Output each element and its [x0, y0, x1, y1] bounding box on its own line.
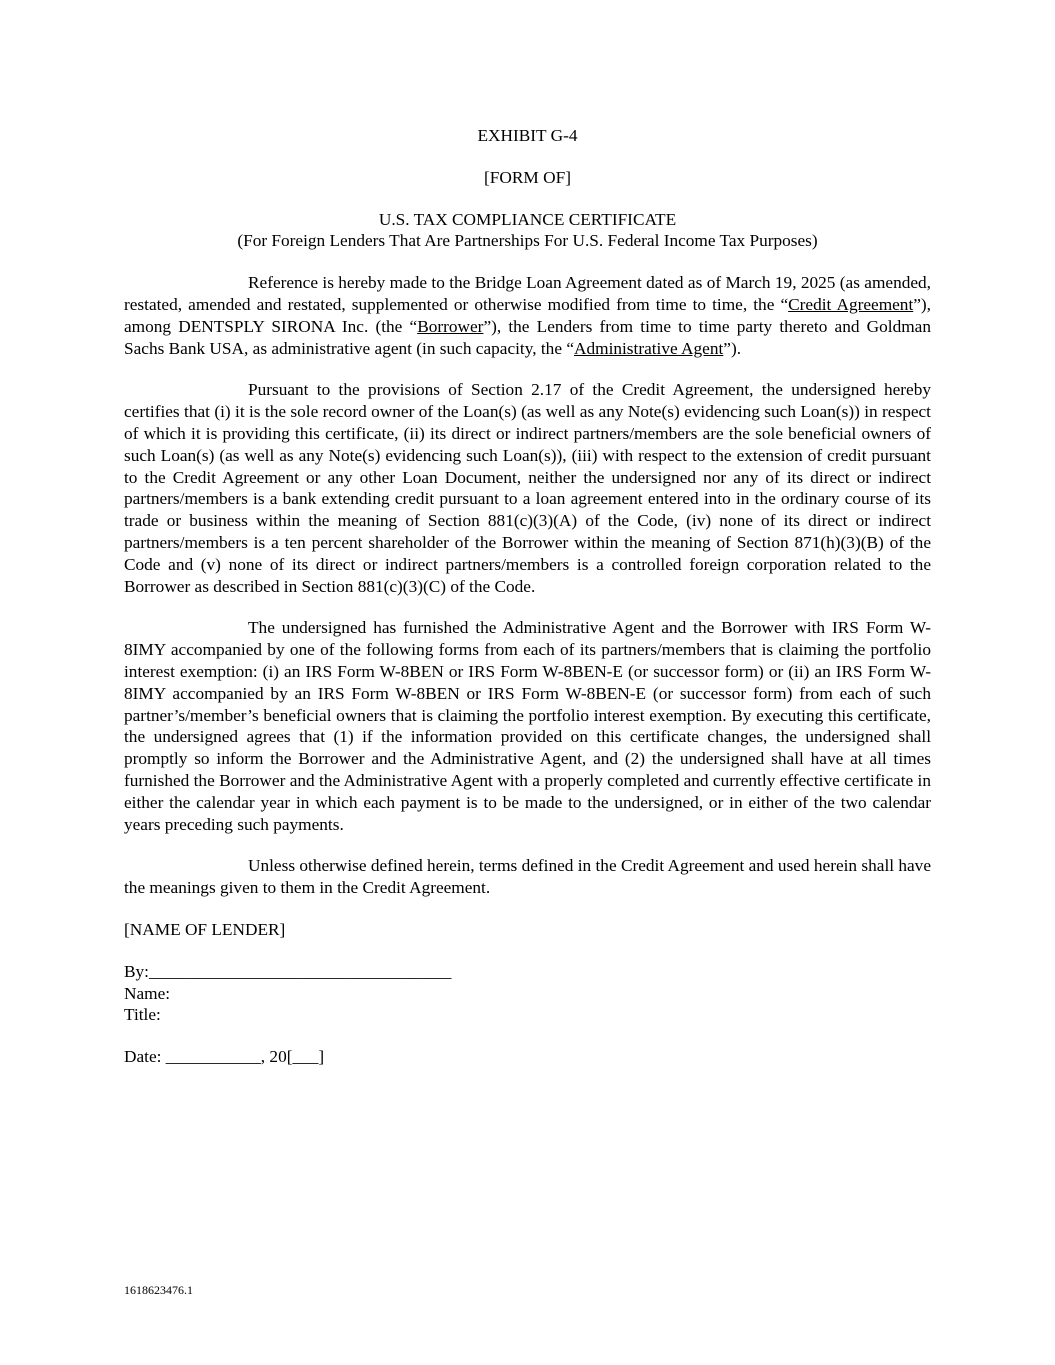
defined-term-credit-agreement: Credit Agreement — [788, 294, 914, 314]
defined-term-borrower: Borrower — [417, 316, 484, 336]
document-page — [124, 125, 931, 1068]
reference-paragraph — [124, 272, 931, 359]
reference-text-2: ”), among DENTSPLY SIRONA Inc. (the “ — [124, 294, 931, 336]
defined-term-administrative-agent: Administrative Agent — [574, 338, 724, 358]
date-line: Date: ___________, 20[___] — [124, 1047, 325, 1067]
reference-text-4: ”). — [723, 338, 742, 358]
document-number: 1618623476.1 — [124, 1283, 193, 1297]
reference-text-1: Reference is hereby made to the Bridge Loan Agreement dated as of March 19, 2025 (as amended, restated, amended and restated, supplemented or otherwise modified from time to time, the “ — [124, 273, 931, 314]
signature-title-line: Title: — [124, 1005, 161, 1025]
signature-block — [124, 961, 931, 1026]
certificate-subtitle: (For Foreign Lenders That Are Partnerships For U.S. Federal Income Tax Purposes) — [237, 231, 818, 251]
signature-by-line: By:___________________________________ — [124, 961, 452, 981]
lender-name-placeholder: [NAME OF LENDER] — [124, 919, 286, 939]
exhibit-heading: EXHIBIT G-4 — [477, 126, 578, 145]
certificate-title: U.S. TAX COMPLIANCE CERTIFICATE — [378, 209, 677, 229]
form-of-heading: [FORM OF] — [484, 167, 571, 187]
definitions-paragraph: Unless otherwise defined herein, terms defined in the Credit Agreement and used herein shall have the meanings given to them in the Credit Agreement. — [124, 856, 931, 898]
signature-name-line: Name: — [124, 983, 171, 1003]
reference-text-3: ”), the Lenders from time to time party thereto and Goldman Sachs Bank USA, as administrative agent (in such capacity, the “ — [124, 316, 931, 358]
certification-paragraph: Pursuant to the provisions of Section 2.17 of the Credit Agreement, the undersigned hereby certifies that (i) it is the sole record owner of the Loan(s) (as well as any Note(s) evidencing such Loan(s)) in respect of which it is providing this certificate, (ii) its direct or indirect partners/members are the sole beneficial owners of such Loan(s) (as well as any Note(s) evidencing such Loan(s)), (iii) with respect to the extension of credit pursuant to the Credit Agreement or any other Loan Document, neither the undersigned nor any of its direct or indirect partners/members is a bank extending credit pursuant to a loan agreement entered into in the ordinary course of its trade or business within the meaning of Section 881(c)(3)(A) of the Code, (iv) none of its direct or indirect partners/members is a ten percent shareholder of the Borrower within the meaning of Section 871(h)(3)(B) of the Code and (v) none of its direct or indirect partners/members is a controlled foreign corporation related to the Borrower as described in Section 881(c)(3)(C) of the Code. — [124, 380, 931, 596]
forms-paragraph: The undersigned has furnished the Administrative Agent and the Borrower with IRS Form W-8IMY accompanied by one of the following forms from each of its partners/members that is claiming the portfolio interest exemption: (i) an IRS Form W-8BEN or IRS Form W-8BEN-E (or successor form) or (ii) an IRS Form W-8IMY accompanied by an IRS Form W-8BEN or IRS Form W-8BEN-E (or successor form) from each of such partner’s/member’s beneficial owners that is claiming the portfolio interest exemption. By executing this certificate, the undersigned agrees that (1) if the information provided on this certificate changes, the undersigned shall promptly so inform the Borrower and the Administrative Agent, and (2) the undersigned shall have at all times furnished the Borrower and the Administrative Agent with a properly completed and currently effective certificate in either the calendar year in which each payment is to be made to the undersigned, or in either of the two calendar years preceding such payments. — [124, 618, 931, 834]
